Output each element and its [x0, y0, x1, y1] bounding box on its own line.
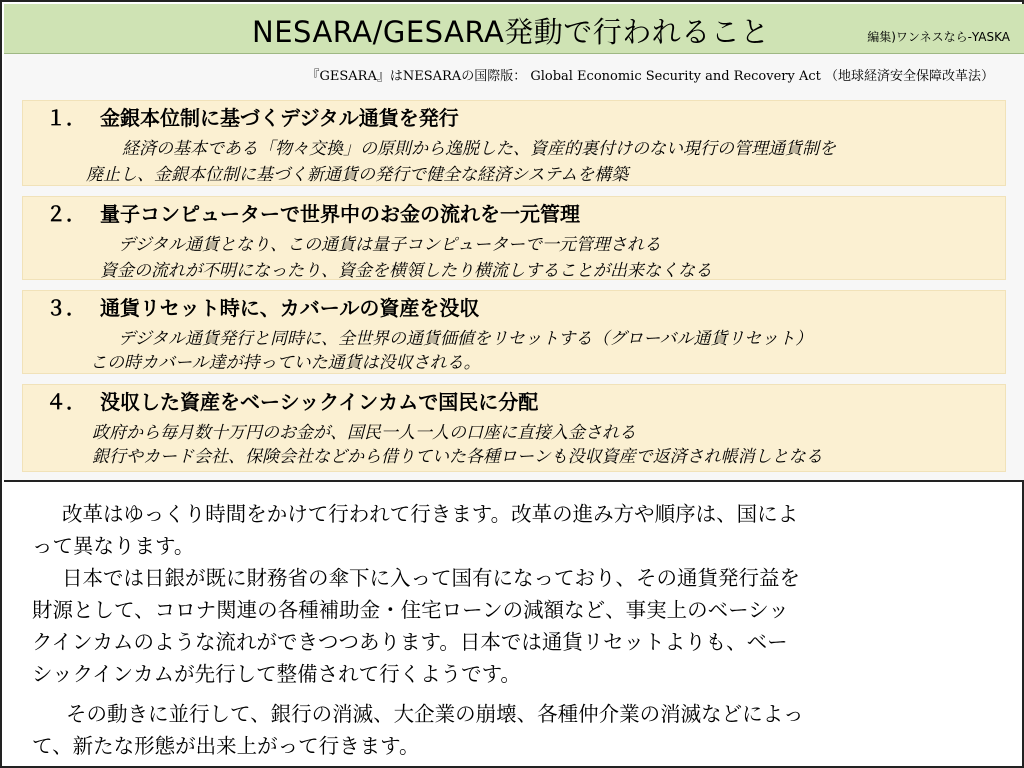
paragraph-line: 財源として、コロナ関連の各種補助金・住宅ローンの減額など、事実上のベーシッ [32, 598, 789, 622]
item-line: デジタル通貨となり、この通貨は量子コンピューターで一元管理される [118, 235, 661, 255]
item-card-3 [22, 290, 1006, 374]
item-line: 銀行やカード会社、保険会社などから借りていた各種ローンも没収資産で返済され帳消しとなる [92, 447, 823, 467]
item-number: ２． [46, 202, 86, 226]
item-line: デジタル通貨発行と同時に、全世界の通貨価値をリセットする（グローバル通貨リセット） [118, 329, 813, 349]
item-line: 経済の基本である「物々交換」の原則から逸脱した、資産的裏付けのない現行の管理通貨制を [122, 139, 836, 159]
editor-credit: 編集)ワンネスなら-YASKA [867, 30, 1010, 44]
item-line: この時カバール達が持っていた通貨は没収される。 [90, 353, 481, 373]
item-card-2 [22, 196, 1006, 280]
page-title: NESARA/GESARA発動で行われること [252, 15, 770, 49]
paragraph-line: 日本では日銀が既に財務省の傘下に入って国有になっており、その通貨発行益を [62, 566, 800, 590]
item-number: １． [46, 106, 86, 130]
item-line: 政府から毎月数十万円のお金が、国民一人一人の口座に直接入金される [92, 423, 636, 443]
item-heading [46, 198, 580, 227]
item-heading-text: 量子コンピューターで世界中のお金の流れを一元管理 [100, 202, 580, 226]
item-number: ４． [46, 390, 86, 414]
title-bar [4, 4, 1024, 54]
item-heading-text: 金銀本位制に基づくデジタル通貨を発行 [100, 106, 459, 130]
paragraph-line: 改革はゆっくり時間をかけて行われて行きます。改革の進み方や順序は、国によ [62, 502, 799, 526]
item-heading [46, 386, 538, 415]
item-heading [46, 292, 479, 321]
item-card-1 [22, 100, 1006, 186]
paragraph-line: て、新たな形態が出来上がって行きます。 [32, 734, 420, 758]
item-card-4 [22, 384, 1006, 472]
commentary-text [32, 498, 998, 762]
item-heading [46, 102, 459, 131]
item-line: 廃止し、金銀本位制に基づく新通貨の発行で健全な経済システムを構築 [86, 165, 629, 185]
paragraph-line: その動きに並行して、銀行の消滅、大企業の崩壊、各種仲介業の消滅などによっ [66, 702, 804, 726]
item-heading-text: 通貨リセット時に、カバールの資産を没収 [100, 296, 480, 320]
item-heading-text: 没収した資産をベーシックインカムで国民に分配 [100, 390, 539, 414]
item-line: 資金の流れが不明になったり、資金を横領したり横流しすることが出来なくなる [100, 261, 712, 281]
paragraph-line: って異なります。 [32, 534, 195, 558]
subtitle: 『GESARA』はNESARAの国際版： Global Economic Security and Recovery Act （地球経済安全保障改革法） [306, 69, 994, 84]
paragraph-line: クインカムのような流れができつつあります。日本では通貨リセットよりも、ベー [32, 630, 788, 654]
summary-panel [4, 4, 1024, 482]
paragraph-line: シックインカムが先行して整備されて行くようです。 [32, 662, 521, 686]
item-number: ３． [46, 296, 86, 320]
